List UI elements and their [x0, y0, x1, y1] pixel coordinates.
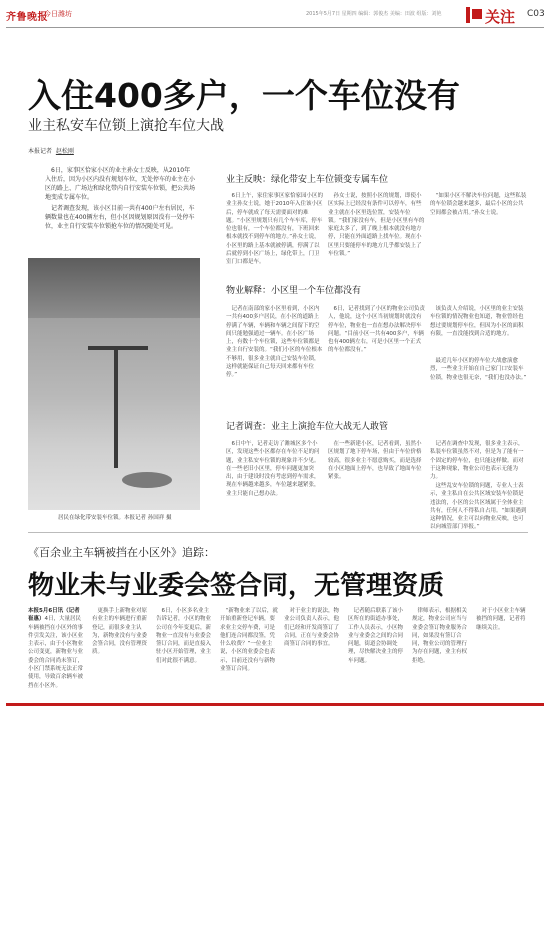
section1-column-1: 6日上午，家住家事区家恰家园小区的业主孙女士说，她于2010年入住该小区后，停车就成了每天需要面对的难题。“小区里规划只有几个车车库，停车位也很有，一个车位都没有，下班回来根本就找不到停车的地方。”孙女士说，小区里的路上基本就被停满，停满了以后就停到小区广场上，绿化带上，门卫室门口都是车。 [226, 193, 324, 266]
red-square-icon [472, 9, 482, 19]
article2-column-1: 本报5月6日讯（记者 崔惠）4日，大量居民车辆被挡在小区外的事件引发关注，该小区业主表示，由于小区物业公司变更，新物业与业委会的合同尚未签订，小区门禁系统无法正常使用，导致百余辆车被挡在小区外。 [28, 608, 84, 689]
section3-column-2: 在一些新建小区，记者看到，虽然小区规划了地下停车场，但由于车位价格较高，很多业主不愿意购买，而是选择在小区地面上停车，也导致了地面车位紧张。 [328, 441, 422, 481]
article2-column-4: “新物业来了以后，就开始重新登记车辆，要求业主交停车费，可是他们连合同都没签，凭什么收费？”一位业主说，小区的业委会也表示，目前还没有与新物业签订合同。 [220, 608, 278, 673]
section-name: 今日潍坊 [44, 10, 72, 18]
article2-related-line: 《百余业主车辆被挡在小区外》追踪： [28, 546, 215, 559]
photo-caption: 居民在绿化带安装车位锁。本报记者 孙国祥 摄 [58, 515, 172, 521]
article1-byline [28, 146, 74, 155]
article1-subtitle: 业主私安车位锁上演抢车位大战 [28, 118, 224, 134]
photo-vegetation [28, 258, 200, 318]
article2-byline: 本报5月6日讯（记者 崔惠） [28, 608, 80, 623]
article2-column-6: 记者随后联系了该小区所在的街道办事处，工作人员表示，小区物业与业委会之间的合同问题，街道会协调处理，尽快解决业主的停车问题。 [348, 608, 404, 664]
article1-lead [45, 166, 195, 233]
section-heading-3: 记者调查：业主上演抢车位大战无人敢管 [226, 422, 389, 432]
article2-column-7: 律师表示，根据相关规定，物业公司应当与业委会签订物业服务合同，如果没有签订合同，物业公司的管理行为存在问题，业主有权拒绝。 [412, 608, 468, 664]
newspaper-logo: 齐鲁晚报 [6, 12, 48, 23]
section-heading-1: 业主反映：绿化带安上车位锁变专属车位 [226, 175, 389, 185]
lead-paragraph: 6日，家事区恰家小区的业主孙女士反映，从2010年入住后，因为小区内没有规划车位，无处停车的业主在小区的路上、广场边和绿化带内自行安装车位锁，把公共场地变成专属车位。 [45, 167, 196, 201]
section2-column-3a: 该负责人介绍说，小区里的业主安装车位锁的情况物业也知道，物业曾经也想过要规划停车位，但因为小区的面积有限，一直没能找到合适的地方。 [430, 306, 524, 337]
photo-lock-post [114, 348, 118, 468]
section2-column-3b: 最近几年小区的停车位大战愈演愈烈，一些业主开始在自己家门口安装车位锁，物业也很无奈，“我们也没办法。” [430, 358, 527, 381]
byline-name: 赵松刚 [55, 148, 74, 155]
section1-column-2: 孙女士说，按照小区的规划，即使小区实际上已经没有条件可以停车，有些业主就在小区里选位置，安装车位锁。“我们家没有车，但是小区里有车的家庭太多了，到了晚上根本就没有地方停，只能在外面道路上找车位。现在小区里只要能停车的地方几乎都安装上了车位锁。” [328, 193, 425, 258]
article-divider [28, 532, 528, 533]
lead-paragraph: 记者调查发现，该小区目前一共有400户左右居民，车辆数量也在400辆左右，但小区因规划原因没有一处停车位，业主自行安装车位锁抢车位的情况随处可见。 [45, 205, 195, 230]
article2-title: 物业未与业委会签合同，无管理资质 [28, 571, 445, 601]
section2-column-2: 6日，记者找到了小区的物业公司负责人，他说，这个小区当初规划时就没有停车位，物业也一直在想办法解决停车问题。“目前小区一共有400多户，车辆也有400辆左右，可是小区里一个正式的车位都没有。” [328, 306, 426, 354]
page-number: C03 [527, 9, 545, 19]
section2-column-1: 记者在南部的家小区里看到，小区内一共有400多户居民，在小区的道路上停满了车辆，车辆和车辆之间留下的空间只能勉强通过一辆车。在小区广场上，有数十个车位锁，这些车位锁都是业主自行安装的。“我们小区的车位根本不够用，很多业主就自己安装车位锁，这样就能保证自己每天回来都有车位停。” [226, 306, 323, 379]
article2-column-2: 更换手上新物业对原有业主的车辆进行重新登记，而很多业主认为，新物业没有与业委会签合同，没有管理资质。 [92, 608, 148, 656]
section-heading-2: 物业解释：小区里一个车位都没有 [226, 286, 362, 296]
red-bar-icon [466, 7, 470, 23]
photo-lock-arm [88, 346, 148, 350]
byline-prefix: 本报记者 [28, 148, 53, 155]
article2-column-3: 6日，小区多名业主告诉记者，小区的物业公司在今年变更后，新物业一直没有与业委会签订合同，而是直接入驻小区开始管理，业主们对此很不满意。 [156, 608, 212, 664]
parking-lock-photo [28, 258, 200, 510]
focus-section-tag [466, 6, 522, 24]
section3-column-1: 6日中午，记者走访了潍城区多个小区，发现这些小区都存在车位不足的问题，业主私安车位锁的现象并不少见。在一些老旧小区里，停车问题更加突出，由于建设时没有考虑到停车需求，现在车辆越来越多，车位越来越紧张，业主只能自己想办法。 [226, 441, 320, 497]
page-bottom-rule [6, 703, 544, 706]
header-divider [6, 27, 544, 28]
section3-column-3a: 记者在调查中发现，很多业主表示，私装车位锁虽然不对，但是为了能有一个固定的停车位，也只能这样做。而对于这种现象，物业公司也表示无能为力。 [430, 441, 524, 481]
section1-column-3: “如果小区不解决车位问题，这些私装的车位锁会越来越多，最后小区的公共空间都会被占用。”孙女士说。 [430, 193, 527, 216]
article1-title: 入住400多户，一个车位没有 [28, 76, 460, 115]
article2-column-5: 对于业主的说法，物业公司负责人表示，他们已经和开发商签订了合同，正在与业委会协商签订合同的事宜。 [284, 608, 340, 648]
section3-column-3b: 这些乱安车位锁的问题，专业人士表示，业主私自在公共区域安装车位锁是违法的，小区的公共区域属于全体业主共有，任何人不得私自占用。“如果遇到这种情况，业主可以向物业反映，也可以向城管部门举报。” [430, 483, 527, 531]
focus-label: 关注 [485, 8, 516, 26]
photo-manhole [122, 472, 172, 488]
article2-column-8: 对于小区业主车辆被挡的问题，记者将继续关注。 [476, 608, 526, 631]
issue-meta: 2015年5月7日 星期四 编辑：郭俊杰 美编：田波 组版：刘艳 [306, 11, 442, 17]
